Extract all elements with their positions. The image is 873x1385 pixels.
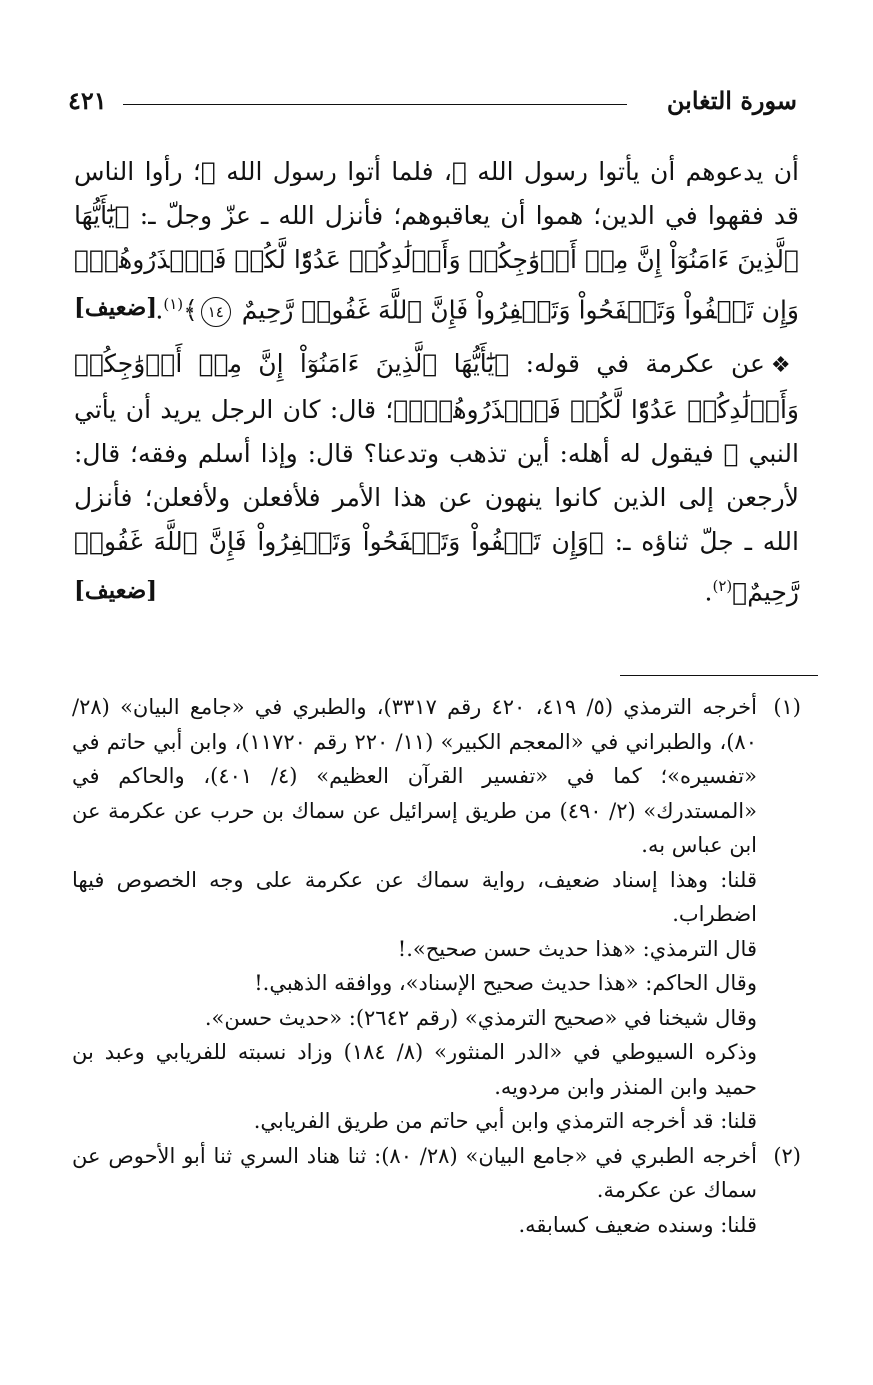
- paragraph-2: [74, 342, 799, 614]
- page-header: [68, 84, 797, 124]
- ayah-number-marker: ١٤: [201, 297, 231, 327]
- main-text: [74, 150, 799, 615]
- footnote-number: (٢): [773, 1143, 801, 1168]
- paragraph-2-text: ؛ قال: كان الرجل يريد أن يأتي النبي ﷺ فيقول له أهله: أين تذهب وتدعنا؟ قال: وإذا أسلم وفقه؛ قال: لأرجعن إلى الذين كانوا ينهون عن هذا الأمر فلأفعلن ولأفعلن؛ فأنزل الله ـ جلّ ثناؤه ـ:: [74, 395, 799, 557]
- bullet-icon: ❖: [770, 353, 799, 379]
- footnote-comment: قلنا: وهذا إسناد ضعيف، رواية سماك عن عكرمة على وجه الخصوص فيها اضطراب.: [72, 867, 757, 926]
- header-rule: [123, 104, 627, 105]
- footnote-comment: قلنا: وسنده ضعيف كسابقه.: [518, 1212, 757, 1237]
- paragraph-2-lead: عن عكرمة في قوله:: [509, 349, 765, 379]
- page-number: ٤٢١: [68, 86, 107, 115]
- sentence-end: .: [155, 295, 164, 325]
- footnote-2: [72, 1139, 801, 1243]
- footnote-ref-2[interactable]: (٢): [712, 577, 733, 596]
- grade-label-1: [ضعيف]: [74, 294, 158, 322]
- verse-close-bracket: ﴾: [183, 295, 198, 325]
- footnote-comment: وذكره السيوطي في «الدر المنثور» (٨/ ١٨٤) وزاد نسبته للفريابي وعبد بن حميد وابن المنذر وابن مردويه.: [72, 1040, 757, 1099]
- footnote-comment: وقال الحاكم: «هذا حديث صحيح الإسناد»، ووافقه الذهبي.!: [254, 971, 757, 995]
- quran-verse: ﴿يَٰٓأَيُّهَا ٱلَّذِينَ ءَامَنُوٓاْ إِنَّ مِنۡ أَزۡوَٰجِكُمۡ وَأَوۡلَٰدِكُمۡ عَدُوّٗا لَّكُمۡ فَٱحۡذَرُوهُمۡۚ﴾: [74, 349, 799, 425]
- footnote-ref-1[interactable]: (١): [163, 295, 184, 313]
- footnotes: [72, 690, 801, 1242]
- footnote-comment: قلنا: قد أخرجه الترمذي وابن أبي حاتم من طريق الفريابي.: [253, 1109, 757, 1133]
- paragraph-1: [74, 150, 799, 332]
- quran-verse: ﴿وَإِن تَعۡفُواْ وَتَصۡفَحُواْ وَتَغۡفِرُواْ فَإِنَّ ٱللَّهَ غَفُورٞ رَّحِيمٌ﴾: [74, 527, 799, 607]
- footnote-text: أخرجه الطبري في «جامع البيان» (٢٨/ ٨٠): ثنا هناد السري ثنا أبو الأحوص عن سماك عن عكرمة.: [72, 1143, 757, 1202]
- footnote-1: [72, 690, 801, 1139]
- footnote-comment: قال الترمذي: «هذا حديث حسن صحيح».!: [397, 936, 757, 961]
- paragraph-1-text: أن يدعوهم أن يأتوا رسول الله ﷺ، فلما أتوا رسول الله ﷺ؛ رأوا الناس قد فقهوا في الدين؛ هموا أن يعاقبوهم؛ فأنزل الله ـ عزّ وجلّ ـ:: [74, 157, 799, 230]
- footnote-separator: [620, 675, 818, 676]
- sentence-end: .: [704, 577, 713, 607]
- grade-label-2: [ضعيف]: [74, 576, 158, 604]
- surah-title: سورة التغابن: [666, 86, 797, 115]
- footnote-comment: وقال شيخنا في «صحيح الترمذي» (رقم ٢٦٤٢): «حديث حسن».: [204, 1005, 757, 1030]
- footnote-text: أخرجه الترمذي (٥/ ٤١٩، ٤٢٠ رقم ٣٣١٧)، والطبري في «جامع البيان» (٢٨/ ٨٠)، والطبراني في «المعجم الكبير» (١١/ ٢٢٠ رقم ١١٧٢٠)، وابن أبي حاتم في «تفسيره»؛ كما في «تفسير القرآن العظيم» (٤/ ٤٠١)، والحاكم في «المستدرك» (٢/ ٤٩٠) من طريق إسرائيل عن سماك بن حرب عن عكرمة عن ابن عباس به.: [72, 695, 757, 857]
- footnote-number: (١): [773, 695, 801, 719]
- quran-verse: ﴿يَٰٓأَيُّهَا ٱلَّذِينَ ءَامَنُوٓاْ إِنَّ مِنۡ أَزۡوَٰجِكُمۡ وَأَوۡلَٰدِكُمۡ عَدُوّٗا لَّكُمۡ فَٱحۡذَرُوهُمۡۚ وَإِن تَعۡفُواْ وَتَصۡفَحُواْ وَتَغۡفِرُواْ فَإِنَّ ٱللَّهَ غَفُورٞ رَّحِيمٌ: [74, 201, 799, 325]
